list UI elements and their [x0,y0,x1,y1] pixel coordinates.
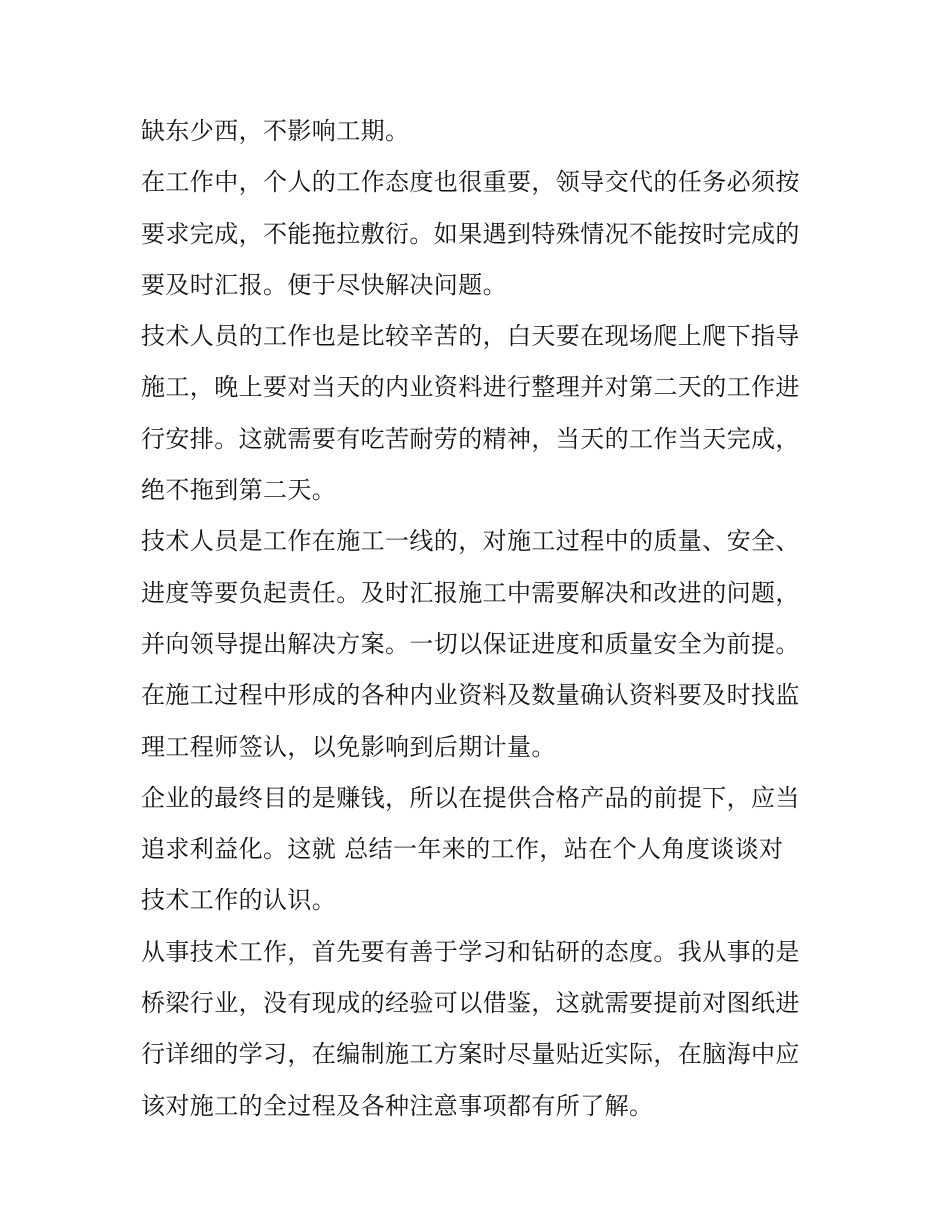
text-line: 绝不拖到第二天。 [141,476,337,505]
text-line: 桥梁行业，没有现成的经验可以借鉴，这就需要提前对图纸进 [141,989,800,1018]
text-line: 并向领导提出解决方案。一切以保证进度和质量安全为前提。 [141,629,800,658]
text-line: 施工，晚上要对当天的内业资料进行整理并对第二天的工作进 [141,373,800,402]
text-line: 在施工过程中形成的各种内业资料及数量确认资料要及时找监 [141,681,800,710]
text-line: 进度等要负起责任。及时汇报施工中需要解决和改进的问题， [141,578,800,607]
text-line: 要及时汇报。便于尽快解决问题。 [141,270,507,299]
text-line: 行安排。这就需要有吃苦耐劳的精神，当天的工作当天完成， [141,424,800,453]
text-line: 行详细的学习，在编制施工方案时尽量贴近实际，在脑海中应 [141,1040,800,1069]
text-line: 追求利益化。这就 总结一年来的工作，站在个人角度谈谈对 [141,835,784,864]
body-text [141,106,821,1132]
text-line: 从事技术工作，首先要有善于学习和钻研的态度。我从事的是 [141,937,800,966]
text-line: 技术人员的工作也是比较辛苦的，白天要在现场爬上爬下指导 [141,322,800,351]
text-line: 缺东少西，不影响工期。 [141,117,410,145]
text-line: 技术工作的认识。 [141,886,337,915]
text-line: 理工程师签认，以免影响到后期计量。 [141,732,556,761]
text-line: 在工作中，个人的工作态度也很重要，领导交代的任务必须按 [141,168,800,197]
text-line: 技术人员是工作在施工一线的，对施工过程中的质量、安全、 [141,527,800,556]
text-line: 该对施工的全过程及各种注意事项都有所了解。 [141,1091,654,1120]
text-line: 要求完成，不能拖拉敷衍。如果遇到特殊情况不能按时完成的 [141,219,800,248]
text-line: 企业的最终目的是赚钱，所以在提供合格产品的前提下，应当 [141,783,800,812]
